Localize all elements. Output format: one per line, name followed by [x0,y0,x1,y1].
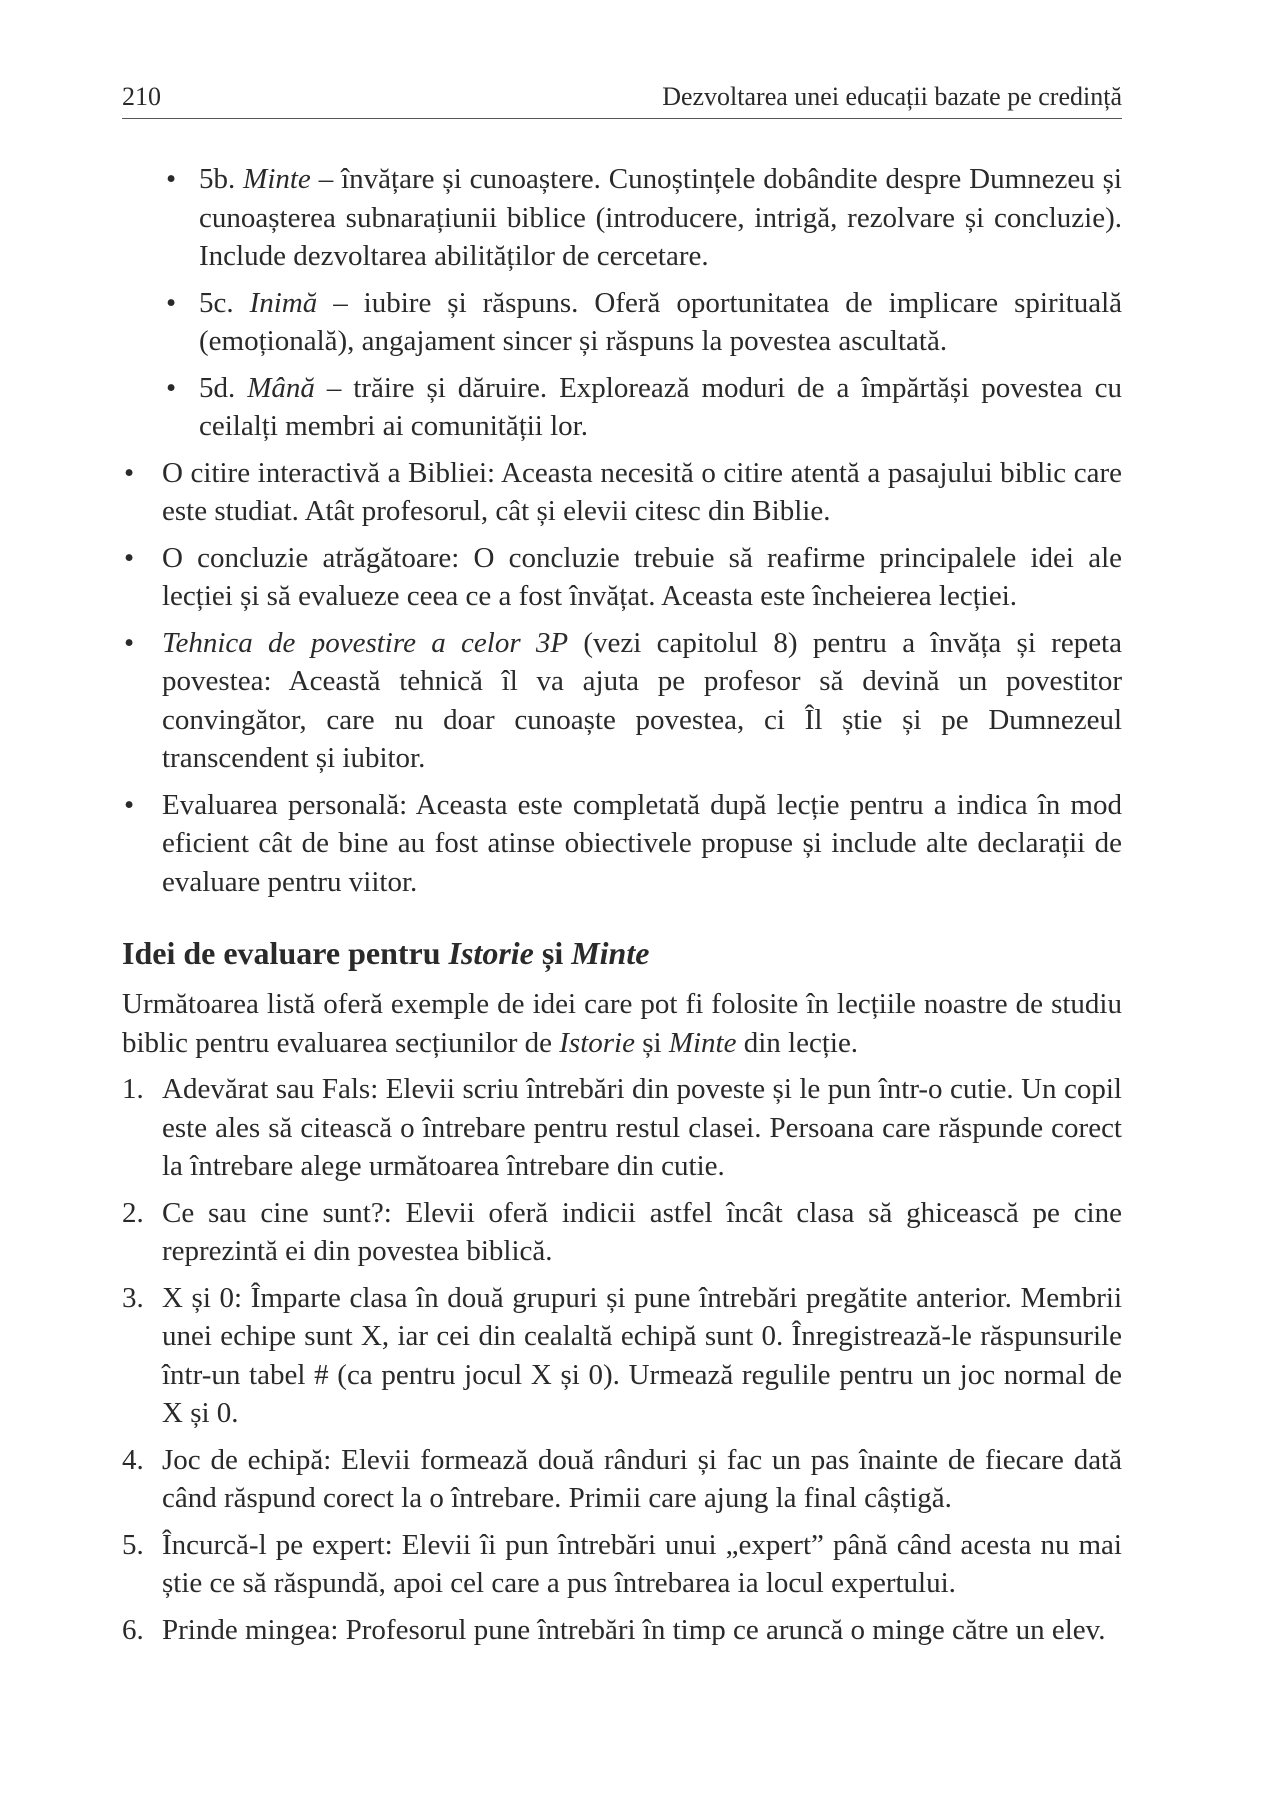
list-item: • Tehnica de povestire a celor 3P (vezi capitolul 8) pentru a învăța și repeta povestea: Această tehnică îl va ajuta pe profesor să devină un povestitor convingător, care nu doar cunoaște povestea, ci Îl știe și pe Dumnezeul transcendent și iubitor. [122,624,1122,778]
numbered-item: 4. Joc de echipă: Elevii formează două rânduri și fac un pas înainte de fiecare dată când răspund corect la o întrebare. Primii care ajung la final câștigă. [122,1443,1122,1514]
list-item: • O citire interactivă a Bibliei: Aceasta necesită o citire atentă a pasajului biblic care este studiat. Atât profesorul, cât și elevii citesc din Biblie. [122,454,1122,531]
section-heading: Idei de evaluare pentru Istorie și Minte [122,935,650,971]
bullet-list [122,454,1122,902]
list-item: • 5d. Mână – trăire și dăruire. Explorează moduri de a împărtăși povestea cu ceilalți membri ai comunității lor. [122,369,1122,446]
technique-term: Tehnica de povestire a celor 3P [162,626,569,659]
list-item: • 5c. Inimă – iubire și răspuns. Oferă oportunitatea de implicare spirituală (emoțională), angajament sincer și răspuns la povestea ascultată. [122,284,1122,361]
list-item: • Evaluarea personală: Aceasta este completată după lecție pentru a indica în mod eficient cât de bine au fost atinse obiectivele propuse și include alte declarații de evaluare pentru viitor. [122,786,1122,902]
page-body [122,160,1122,1657]
numbered-item: 5. Încurcă-l pe expert: Elevii îi pun întrebări unui „expert” până când acesta nu mai știe ce să răspundă, apoi cel care a pus întrebarea ia locul expertului. [122,1528,1122,1599]
numbered-item: 6. Prinde mingea: Profesorul pune întrebări în timp ce aruncă o minge către un elev. [122,1613,1106,1646]
numbered-list [122,1070,1122,1649]
running-header [122,78,1122,119]
term: Mână [247,371,315,404]
numbered-item: 1. Adevărat sau Fals: Elevii scriu întrebări din poveste și le pun într-o cutie. Un copil este ales să citească o întrebare pentru restul clasei. Persoana care răspunde corect la întrebare alege următoarea întrebare din cutie. [122,1073,1122,1182]
term: Minte [243,163,311,195]
numbered-item: 3. X și 0: Împarte clasa în două grupuri și pune întrebări pregătite anterior. Membrii unei echipe sunt X, iar cei din cealaltă echipă sunt 0. Înregistrează-le răspunsurile într-un tabel # (ca pentru jocul X și 0). Urmează regulile pentru un joc normal de X și 0. [122,1281,1122,1429]
sub-bullet-list [122,160,1122,446]
page-number: 210 [122,82,161,111]
running-title: Dezvoltarea unei educații bazate pe credință [662,82,1122,111]
list-item: • 5b. Minte – învățare și cunoaștere. Cunoștințele dobândite despre Dumnezeu și cunoașterea subnarațiunii biblice (introducere, intrigă, rezolvare și concluzie). Include dezvoltarea abilităților de cercetare. [122,160,1122,276]
section-intro: Următoarea listă oferă exemple de idei care pot fi folosite în lecțiile noastre de studiu biblic pentru evaluarea secțiunilor de Istorie și Minte din lecție. [122,988,1122,1059]
list-item: • O concluzie atrăgătoare: O concluzie trebuie să reafirme principalele idei ale lecției și să evalueze ceea ce a fost învățat. Aceasta este încheierea lecției. [122,539,1122,616]
numbered-item: 2. Ce sau cine sunt?: Elevii oferă indicii astfel încât clasa să ghicească pe cine reprezintă ei din povestea biblică. [122,1196,1122,1267]
term: Inimă [249,286,318,319]
